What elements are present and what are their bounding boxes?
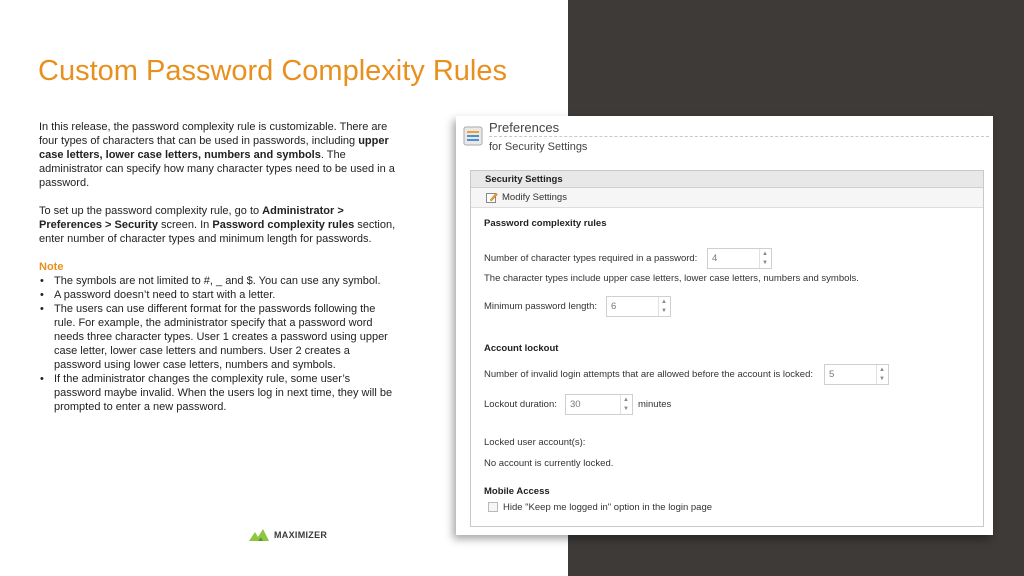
hide-keep-logged-in-label: Hide "Keep me logged in" option in the login page <box>503 502 713 513</box>
attempts-value: 5 <box>829 369 835 380</box>
attempts-input[interactable] <box>824 364 889 385</box>
setup-path: Administrator > Preferences > Security <box>39 205 344 231</box>
attempts-stepper[interactable] <box>876 365 888 384</box>
intro-text-bold: upper case letters, lower case letters, numbers and symbols <box>39 135 389 161</box>
preferences-title: Preferences <box>489 120 560 135</box>
panel-title: Security Settings <box>485 174 563 185</box>
maximizer-logo-icon <box>249 528 271 542</box>
spin-up-icon[interactable]: ▲ <box>762 251 768 257</box>
min-length-input[interactable] <box>606 296 671 317</box>
panel-header <box>471 171 983 188</box>
note-item: • The users can use different format for the passwords following the rule. For example, the administrator specify that a password word needs three character types. User 1 creates a password using upper case letter, lower case letters and numbers. User 2 creates a password using lower case letters, numbers and symbols. <box>39 302 399 372</box>
setup-section-name: Password complexity rules <box>212 219 355 231</box>
min-length-value: 6 <box>611 301 617 312</box>
lockout-duration-unit: minutes <box>638 399 672 410</box>
char-types-note: The character types include upper case letters, lower case letters, numbers and symbols. <box>484 273 859 284</box>
intro-paragraph <box>39 120 399 190</box>
lockout-duration-value: 30 <box>570 399 581 410</box>
spin-down-icon[interactable]: ▼ <box>661 308 667 314</box>
spin-down-icon[interactable]: ▼ <box>623 406 629 412</box>
setup-text-2: screen. In <box>157 219 213 231</box>
slide-body <box>39 120 399 414</box>
setup-text-1: To set up the password complexity rule, go to <box>39 205 263 217</box>
intro-text-1: In this release, the password complexity rule is customizable. There are four types of characters that can be used in passwords, including <box>39 121 388 147</box>
hide-keep-logged-in-checkbox[interactable] <box>488 502 498 512</box>
title-divider <box>489 136 989 137</box>
note-item: • A password doesn’t need to start with a letter. <box>39 288 399 302</box>
lockout-duration-label: Lockout duration: <box>484 399 557 410</box>
char-types-stepper[interactable] <box>759 249 771 268</box>
modify-settings-label: Modify Settings <box>502 192 567 203</box>
spin-down-icon[interactable]: ▼ <box>762 260 768 266</box>
note-item: • The symbols are not limited to #, _ and $. You can use any symbol. <box>39 274 399 288</box>
maximizer-logo <box>249 528 327 542</box>
attempts-label: Number of invalid login attempts that are allowed before the account is locked: <box>484 369 813 380</box>
preferences-screenshot <box>456 116 993 535</box>
note-item: • If the administrator changes the complexity rule, some user’s password maybe invalid. When the users log in next time, they will be prompted to enter a new password. <box>39 372 399 414</box>
spin-up-icon[interactable]: ▲ <box>623 397 629 403</box>
locked-accounts-label: Locked user account(s): <box>484 437 586 448</box>
note-heading: Note <box>39 261 64 273</box>
password-complexity-heading: Password complexity rules <box>484 218 607 229</box>
setup-paragraph <box>39 204 399 246</box>
account-lockout-heading: Account lockout <box>484 343 559 354</box>
intro-text-2: . The administrator can specify how many character types need to be used in a password. <box>39 149 395 189</box>
security-settings-panel <box>470 170 984 527</box>
setup-text-3: section, enter number of character types and minimum length for passwords. <box>39 219 396 245</box>
mobile-access-heading: Mobile Access <box>484 486 550 497</box>
min-length-label: Minimum password length: <box>484 301 597 312</box>
logo-text: MAXIMIZER <box>274 530 328 540</box>
spin-up-icon[interactable]: ▲ <box>661 299 667 305</box>
modify-settings-button[interactable] <box>471 188 983 208</box>
char-types-label: Number of character types required in a password: <box>484 253 698 264</box>
min-length-stepper[interactable] <box>658 297 670 316</box>
slide-title: Custom Password Complexity Rules <box>38 55 507 87</box>
char-types-value: 4 <box>712 253 718 264</box>
char-types-input[interactable] <box>707 248 772 269</box>
note-list <box>39 274 399 414</box>
lockout-duration-input[interactable] <box>565 394 633 415</box>
spin-down-icon[interactable]: ▼ <box>879 376 885 382</box>
edit-icon <box>486 192 498 203</box>
preferences-subtitle: for Security Settings <box>489 141 588 153</box>
lockout-duration-stepper[interactable] <box>620 395 632 414</box>
locked-accounts-status: No account is currently locked. <box>484 458 614 469</box>
spin-up-icon[interactable]: ▲ <box>879 367 885 373</box>
preferences-icon <box>463 125 485 147</box>
